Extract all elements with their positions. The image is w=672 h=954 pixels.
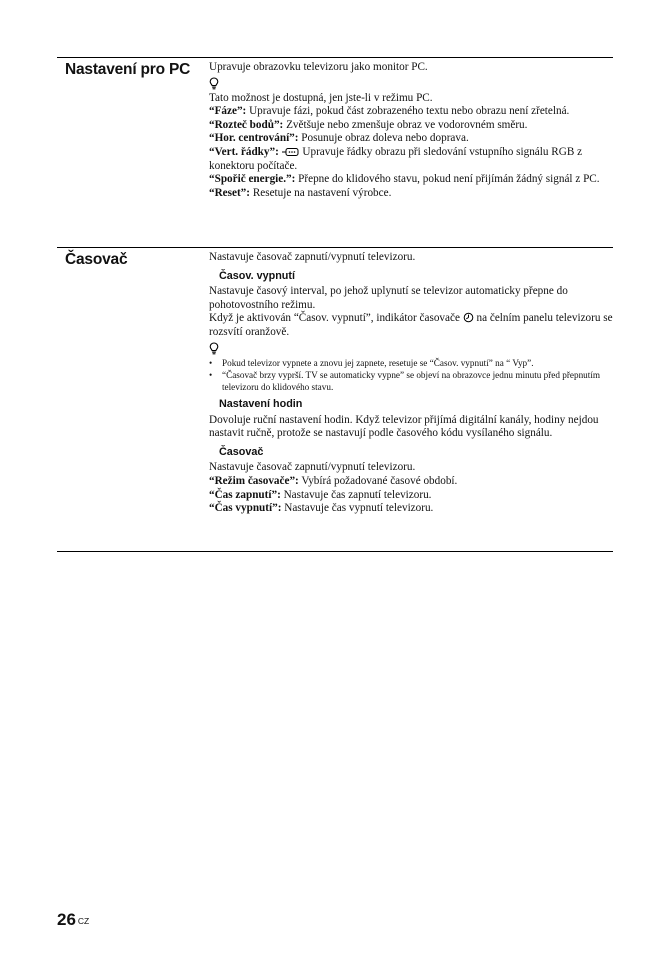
on-off-timer-text: Nastavuje časovač zapnutí/vypnutí televizoru. [209, 461, 416, 474]
pc-item-dot-pitch: “Rozteč bodů”: Zvětšuje nebo zmenšuje obraz ve vodorovném směru. [209, 118, 528, 131]
sleep-timer-heading: Časov. vypnutí [219, 269, 295, 282]
page-number: 26 [57, 910, 76, 929]
timer-note: • “Časovač brzy vyprší. TV se automaticky vypne” se objeví na obrazovce jednu minutu před přepnutím televizoru do klidového stavu. [209, 370, 613, 393]
timer-note: • Pokud televizor vypnete a znovu jej zapnete, resetuje se “Časov. vypnutí” na “ Vyp”. [209, 358, 613, 370]
pc-item-v-lines: “Vert. řádky”: Upravuje řádky obrazu při sledování vstupního signálu RGB z konektoru počítače. [209, 145, 583, 172]
hint-lightbulb-icon [209, 342, 219, 355]
on-off-timer-heading: Časovač [219, 445, 264, 458]
on-off-item-on-time: “Čas zapnutí”: Nastavuje čas zapnutí televizoru. [209, 488, 432, 501]
language-code: CZ [77, 916, 90, 926]
clock-set-heading: Nastavení hodin [219, 398, 303, 411]
pc-item-h-centre: “Hor. centrování”: Posunuje obraz doleva nebo doprava. [209, 132, 469, 145]
pc-item-reset: “Reset”: Resetuje na nastavení výrobce. [209, 186, 392, 199]
on-off-item-off-time: “Čas vypnutí”: Nastavuje čas vypnutí televizoru. [209, 502, 434, 515]
clock-set-text: Dovoluje ruční nastavení hodin. Když televizor přijímá digitální kanály, hodiny nejdou nastavit ručně, protože se nastavují podle časového kódu vysílaného signálu. [209, 413, 599, 440]
sleep-timer-text: Nastavuje časový interval, po jehož uplynutí se televizor automaticky přepne do pohotovostního režimu. [209, 285, 568, 311]
pc-input-icon [282, 147, 300, 157]
timer-notes-list [209, 358, 613, 394]
pc-note: Tato možnost je dostupná, jen jste-li v režimu PC. [209, 91, 433, 104]
section-title-timer: Časovač [65, 251, 128, 268]
section-divider-top [57, 57, 613, 58]
sleep-timer-indicator-text: Když je aktivován “Časov. vypnutí”, indikátor časovače na čelním panelu televizoru se rozsvítí oranžově. [209, 312, 613, 338]
section-body-pc [209, 61, 613, 200]
timer-intro: Nastavuje časovač zapnutí/vypnutí televizoru. [209, 251, 416, 263]
pc-item-phase: “Fáze”: Upravuje fázi, pokud část zobrazeného textu nebo obrazu není zřetelná. [209, 105, 570, 118]
pc-item-power-saving: “Spořič energie.”: Přepne do klidového stavu, pokud není přijímán žádný signál z PC. [209, 173, 600, 186]
hint-lightbulb-icon [209, 77, 219, 90]
section-divider-middle [57, 247, 613, 248]
section-divider-bottom [57, 551, 613, 552]
pc-intro: Upravuje obrazovku televizoru jako monitor PC. [209, 61, 428, 73]
timer-indicator-icon [463, 312, 474, 323]
on-off-item-mode: “Režim časovače”: Vybírá požadované časové období. [209, 475, 458, 488]
section-title-pc: Nastavení pro PC [65, 61, 191, 78]
section-body-timer [209, 251, 613, 516]
page-footer [57, 910, 89, 930]
